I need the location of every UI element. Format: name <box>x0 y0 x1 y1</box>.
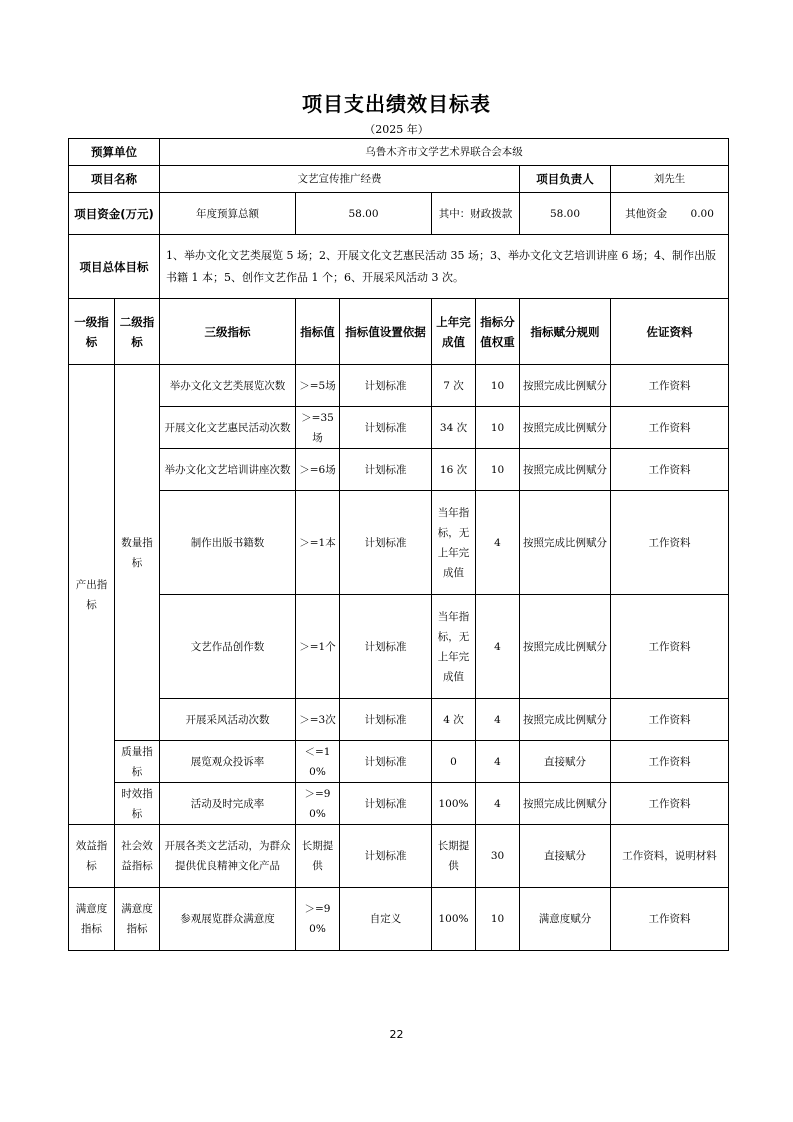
project-manager-label: 项目负责人 <box>520 166 611 193</box>
project-row <box>69 166 729 193</box>
table-row <box>69 783 729 825</box>
level3-name: 开展采风活动次数 <box>160 699 296 741</box>
level3-name: 文艺作品创作数 <box>160 595 296 699</box>
basis: 计划标准 <box>340 365 432 407</box>
scoring-rule: 满意度赋分 <box>520 888 611 951</box>
project-name-label: 项目名称 <box>69 166 160 193</box>
indicator-value: 长期提供 <box>296 825 340 888</box>
funds-other-label: 其他资金 <box>625 207 668 220</box>
prev-value: 34 次 <box>432 407 476 449</box>
level3-name: 活动及时完成率 <box>160 783 296 825</box>
header-row <box>69 299 729 365</box>
scoring-rule: 直接赋分 <box>520 825 611 888</box>
basis: 计划标准 <box>340 491 432 595</box>
funds-label: 项目资金(万元) <box>69 193 160 235</box>
basis: 自定义 <box>340 888 432 951</box>
scoring-rule: 按照完成比例赋分 <box>520 699 611 741</box>
weight: 4 <box>476 783 520 825</box>
prev-value: 100% <box>432 888 476 951</box>
prev-value: 16 次 <box>432 449 476 491</box>
evidence: 工作资料 <box>611 741 729 783</box>
header-evidence: 佐证资料 <box>611 299 729 365</box>
table-row <box>69 491 729 595</box>
level3-name: 参观展览群众满意度 <box>160 888 296 951</box>
page-title: 项目支出绩效目标表 <box>302 92 491 116</box>
scoring-rule: 直接赋分 <box>520 741 611 783</box>
evidence: 工作资料，说明材料 <box>611 825 729 888</box>
funds-fiscal-label: 其中：财政拨款 <box>432 193 520 235</box>
weight: 10 <box>476 365 520 407</box>
indicator-value: ＞=5场 <box>296 365 340 407</box>
table-row <box>69 888 729 951</box>
indicator-value: ＞=90% <box>296 888 340 951</box>
table-row <box>69 825 729 888</box>
goal-row <box>69 235 729 299</box>
scoring-rule: 按照完成比例赋分 <box>520 783 611 825</box>
weight: 30 <box>476 825 520 888</box>
scoring-rule: 按照完成比例赋分 <box>520 365 611 407</box>
prev-value: 当年指标，无上年完成值 <box>432 595 476 699</box>
unit-value: 乌鲁木齐市文学艺术界联合会本级 <box>160 139 729 166</box>
evidence: 工作资料 <box>611 491 729 595</box>
indicator-value: ＞=35场 <box>296 407 340 449</box>
header-weight: 指标分值权重 <box>476 299 520 365</box>
funds-other-cell <box>611 193 729 235</box>
weight: 10 <box>476 449 520 491</box>
indicator-value: ＞=1本 <box>296 491 340 595</box>
indicator-value: ＜=10% <box>296 741 340 783</box>
level2-social: 社会效益指标 <box>115 825 160 888</box>
goal-text: 1、举办文化文艺类展览 5 场；2、开展文化文艺惠民活动 35 场；3、举办文化文艺培训讲座 6 场；4、制作出版书籍 1 本；5、创作文艺作品 1 个；6、开展采风活动 3 次。 <box>160 235 729 299</box>
basis: 计划标准 <box>340 407 432 449</box>
unit-row <box>69 139 729 166</box>
header-value: 指标值 <box>296 299 340 365</box>
level2-satisfaction: 满意度指标 <box>115 888 160 951</box>
level3-name: 举办文化文艺类展览次数 <box>160 365 296 407</box>
level3-name: 举办文化文艺培训讲座次数 <box>160 449 296 491</box>
performance-table <box>68 138 729 951</box>
table-row <box>69 595 729 699</box>
evidence: 工作资料 <box>611 699 729 741</box>
prev-value: 0 <box>432 741 476 783</box>
project-name-value: 文艺宣传推广经费 <box>160 166 520 193</box>
scoring-rule: 按照完成比例赋分 <box>520 491 611 595</box>
project-manager-value: 刘先生 <box>611 166 729 193</box>
evidence: 工作资料 <box>611 365 729 407</box>
basis: 计划标准 <box>340 741 432 783</box>
funds-other-value: 0.00 <box>690 207 714 220</box>
prev-value: 7 次 <box>432 365 476 407</box>
weight: 4 <box>476 699 520 741</box>
evidence: 工作资料 <box>611 595 729 699</box>
header-prev: 上年完成值 <box>432 299 476 365</box>
evidence: 工作资料 <box>611 888 729 951</box>
header-level3: 三级指标 <box>160 299 296 365</box>
funds-fiscal-value: 58.00 <box>520 193 611 235</box>
prev-value: 长期提供 <box>432 825 476 888</box>
header-level2: 二级指标 <box>115 299 160 365</box>
table-row <box>69 407 729 449</box>
level1-output: 产出指标 <box>69 365 115 825</box>
scoring-rule: 按照完成比例赋分 <box>520 595 611 699</box>
unit-label: 预算单位 <box>69 139 160 166</box>
level2-quality: 质量指标 <box>115 741 160 783</box>
funds-total-label: 年度预算总额 <box>160 193 296 235</box>
level3-name: 展览观众投诉率 <box>160 741 296 783</box>
header-rule: 指标赋分规则 <box>520 299 611 365</box>
prev-value: 当年指标，无上年完成值 <box>432 491 476 595</box>
indicator-value: ＞=1个 <box>296 595 340 699</box>
weight: 4 <box>476 491 520 595</box>
year-label: （2025 年） <box>364 123 429 136</box>
header-basis: 指标值设置依据 <box>340 299 432 365</box>
basis: 计划标准 <box>340 825 432 888</box>
evidence: 工作资料 <box>611 407 729 449</box>
level1-benefit: 效益指标 <box>69 825 115 888</box>
level2-quantity: 数量指标 <box>115 365 160 741</box>
indicator-value: ＞=6场 <box>296 449 340 491</box>
table-row <box>69 699 729 741</box>
funds-row <box>69 193 729 235</box>
evidence: 工作资料 <box>611 783 729 825</box>
basis: 计划标准 <box>340 449 432 491</box>
weight: 10 <box>476 407 520 449</box>
level1-satisfaction: 满意度指标 <box>69 888 115 951</box>
basis: 计划标准 <box>340 699 432 741</box>
evidence: 工作资料 <box>611 449 729 491</box>
prev-value: 100% <box>432 783 476 825</box>
table-row <box>69 449 729 491</box>
level3-name: 开展各类文艺活动，为群众提供优良精神文化产品 <box>160 825 296 888</box>
level3-name: 制作出版书籍数 <box>160 491 296 595</box>
funds-total-value: 58.00 <box>296 193 432 235</box>
basis: 计划标准 <box>340 595 432 699</box>
goal-label: 项目总体目标 <box>69 235 160 299</box>
indicator-value: ＞=3次 <box>296 699 340 741</box>
level3-name: 开展文化文艺惠民活动次数 <box>160 407 296 449</box>
level2-timeliness: 时效指标 <box>115 783 160 825</box>
scoring-rule: 按照完成比例赋分 <box>520 407 611 449</box>
weight: 4 <box>476 741 520 783</box>
table-row <box>69 741 729 783</box>
indicator-value: ＞=90% <box>296 783 340 825</box>
weight: 4 <box>476 595 520 699</box>
table-row <box>69 365 729 407</box>
header-level1: 一级指标 <box>69 299 115 365</box>
prev-value: 4 次 <box>432 699 476 741</box>
basis: 计划标准 <box>340 783 432 825</box>
scoring-rule: 按照完成比例赋分 <box>520 449 611 491</box>
page-number: 22 <box>389 1028 404 1041</box>
weight: 10 <box>476 888 520 951</box>
